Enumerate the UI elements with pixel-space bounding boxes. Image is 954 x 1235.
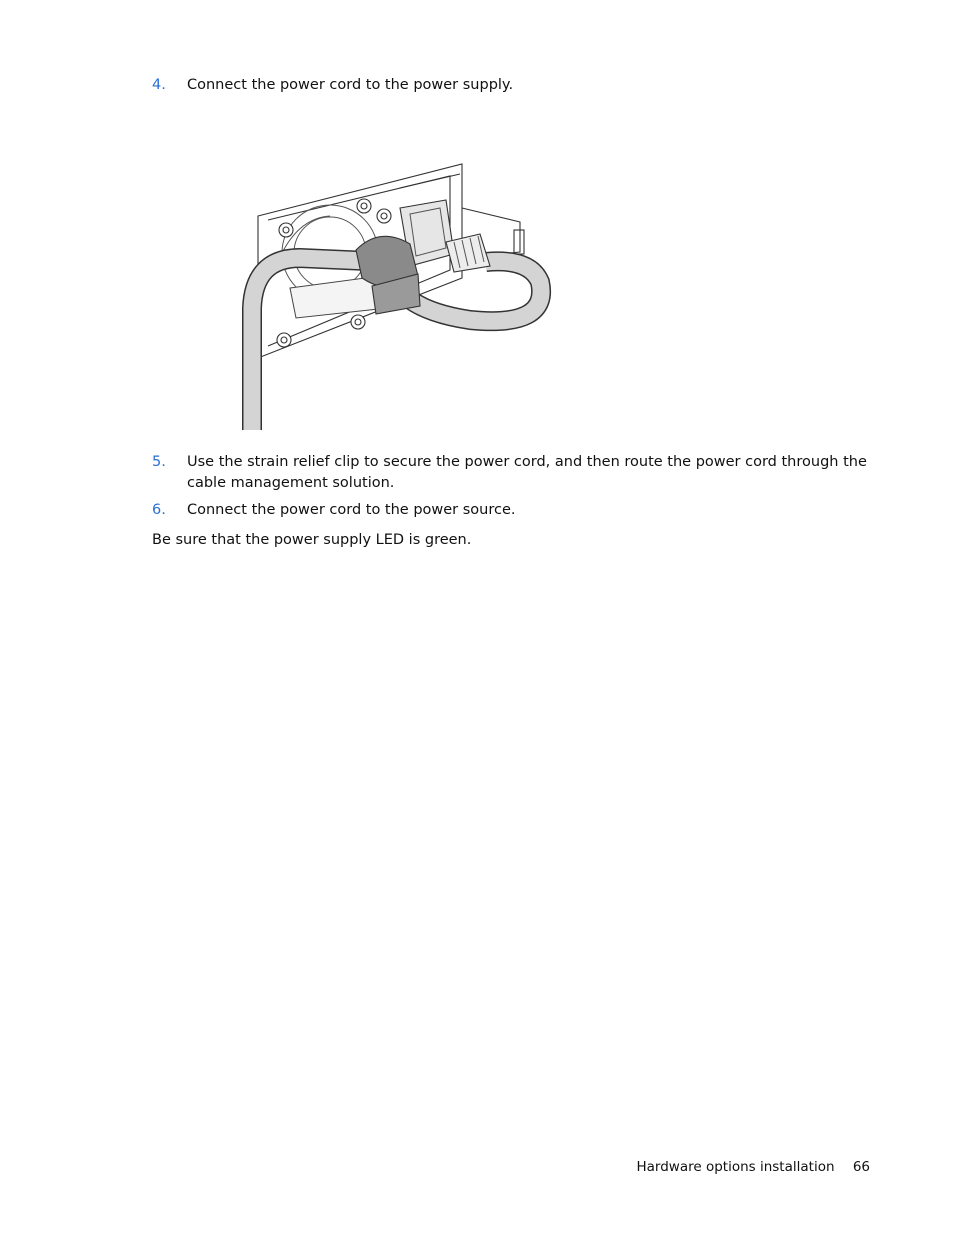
step-number: 5. <box>152 454 166 470</box>
power-cord-illustration <box>240 158 560 430</box>
step-text: Connect the power cord to the power source. <box>187 502 516 518</box>
footer-section-title: Hardware options installation <box>636 1159 835 1175</box>
step-text: Use the strain relief clip to secure the power cord, and then route the power cord through the cable management solution. <box>187 454 867 491</box>
page-number: 66 <box>852 1159 870 1175</box>
page-footer <box>636 1157 870 1177</box>
step-6 <box>152 500 872 521</box>
step-text: Connect the power cord to the power supply. <box>187 77 514 93</box>
power-led-note: Be sure that the power supply LED is green. <box>152 532 472 548</box>
power-supply-diagram <box>240 158 560 430</box>
step-5 <box>152 452 872 494</box>
step-4 <box>152 75 872 96</box>
step-number: 4. <box>152 77 166 93</box>
step-number: 6. <box>152 502 166 518</box>
